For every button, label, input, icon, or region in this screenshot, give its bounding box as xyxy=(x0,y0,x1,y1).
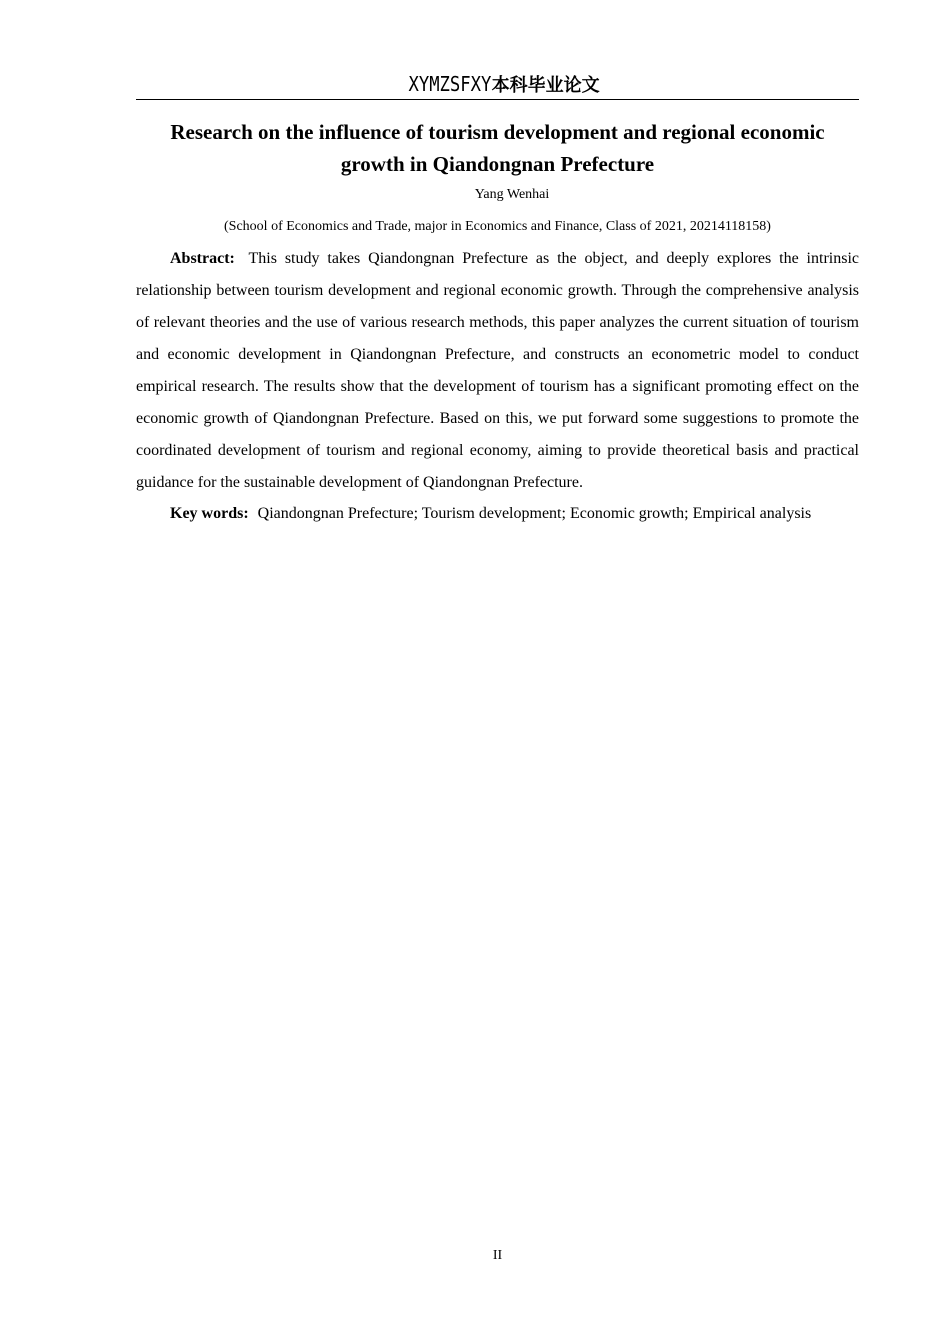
author-name: Yang Wenhai xyxy=(474,187,550,202)
author-affiliation: (School of Economics and Trade, major in Economics and Finance, Class of 2021, 20214118158) xyxy=(224,219,771,234)
abstract-paragraph xyxy=(136,243,859,499)
page-number: II xyxy=(492,1248,503,1263)
abstract-text: This study takes Qiandongnan Prefecture as the object, and deeply explores the intrinsic relationship between tourism development and regional economic growth. Through the comprehensive analysis of relevant theories and the use of various research methods, this paper analyzes the current situation of tourism and economic development in Qiandongnan Prefecture, and constructs an econometric model to conduct empirical research. The results show that the development of tourism has a significant promoting effect on the economic growth of Qiandongnan Prefecture. Based on this, we put forward some suggestions to promote the coordinated development of tourism and regional economy, aiming to provide theoretical basis and practical guidance for the sustainable development of Qiandongnan Prefecture. xyxy=(136,250,859,491)
running-header-latin: XYMZSFXY xyxy=(408,72,492,96)
keywords-text: Qiandongnan Prefecture; Tourism development; Economic growth; Empirical analysis xyxy=(257,505,812,522)
running-header-cjk: 本科毕业论文 xyxy=(491,75,600,96)
paper-title: Research on the influence of tourism development and regional economic growth in Qiandongnan Prefecture xyxy=(170,120,825,176)
running-header xyxy=(136,70,859,100)
abstract-label: Abstract: xyxy=(170,250,235,267)
keywords-paragraph xyxy=(136,498,859,530)
keywords-label: Key words: xyxy=(170,505,249,522)
